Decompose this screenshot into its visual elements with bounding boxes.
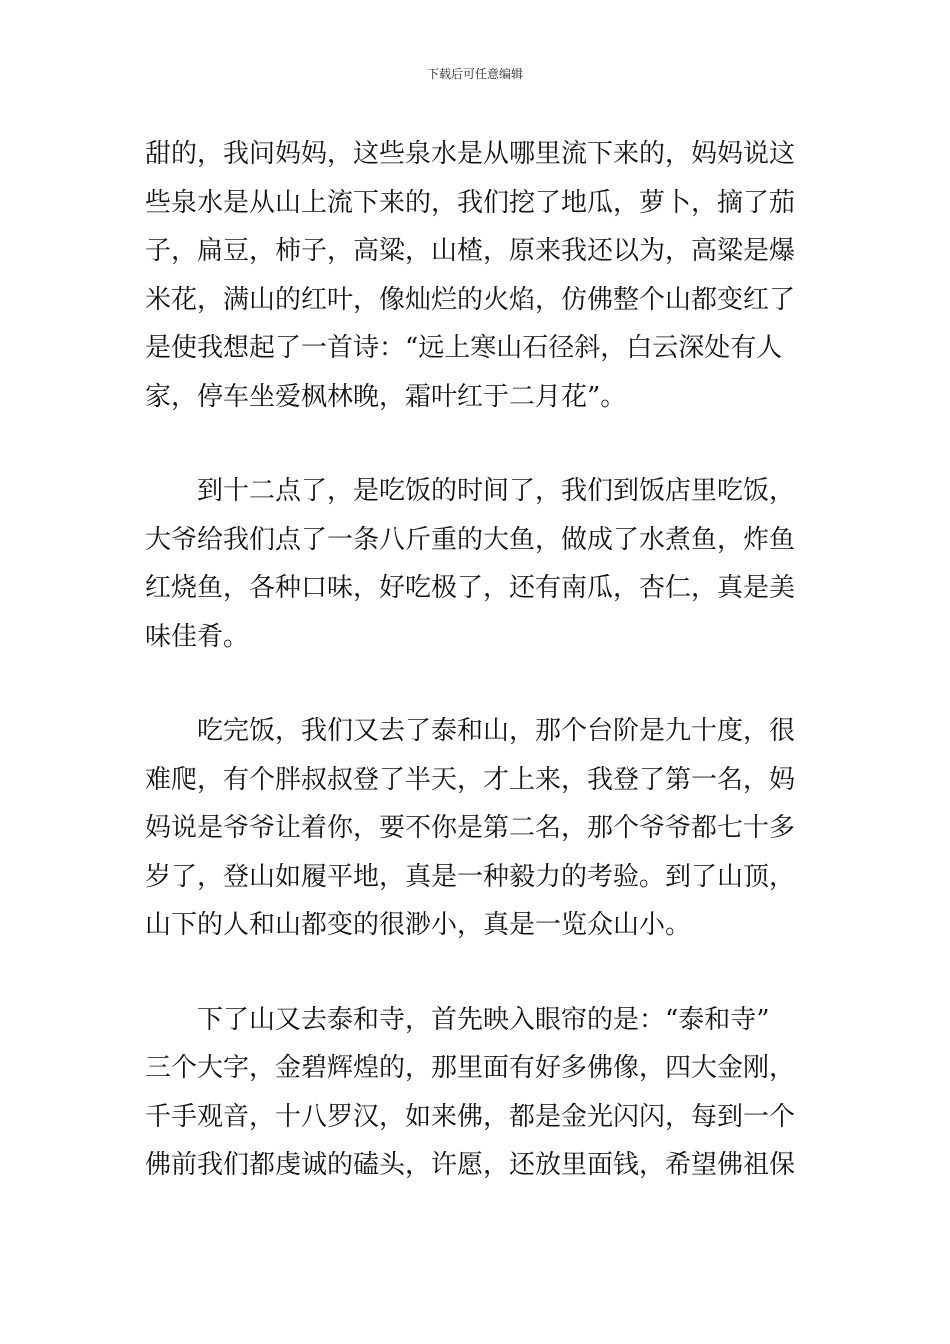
- text-line: 些泉水是从山上流下来的，我们挖了地瓜，萝卜，摘了茄: [145, 187, 796, 218]
- paragraph-4: [145, 996, 815, 1190]
- text-line: 是使我想起了一首诗：“远上寒山石径斜，白云深处有人: [145, 333, 783, 363]
- text-line: 吃完饭，我们又去了泰和山，那个台阶是九十度，很: [145, 716, 796, 746]
- paragraph-gap: [145, 661, 815, 707]
- text-line: 味佳肴。: [145, 621, 250, 652]
- document-body: [145, 130, 815, 1190]
- text-line: 红烧鱼，各种口味，好吃极了，还有南瓜，杏仁，真是美: [145, 573, 796, 603]
- paragraph-gap: [145, 421, 815, 467]
- text-line: 下了山又去泰和寺，首先映入眼帘的是：“泰和寺”: [145, 1004, 770, 1035]
- paragraph-gap: [145, 950, 815, 996]
- text-line: 妈说是爷爷让着你，要不你是第二名，那个爷爷都七十多: [145, 813, 796, 843]
- paragraph-2: [145, 467, 815, 661]
- text-line: 佛前我们都虔诚的磕头，许愿，还放里面钱，希望佛祖保: [145, 1150, 796, 1180]
- text-line: 难爬，有个胖叔叔登了半天，才上来，我登了第一名，妈: [145, 764, 796, 795]
- text-line: 家，停车坐爱枫林晚，霜叶红于二月花”。: [145, 381, 627, 412]
- text-line: 岁了，登山如履平地，真是一种毅力的考验。到了山顶，: [145, 861, 796, 892]
- text-line: 三个大字，金碧辉煌的，那里面有好多佛像，四大金刚，: [145, 1053, 796, 1083]
- text-line: 甜的，我问妈妈，这些泉水是从哪里流下来的，妈妈说这: [145, 139, 796, 169]
- text-line: 子，扁豆，柿子，高粱，山楂，原来我还以为，高粱是爆: [145, 236, 796, 266]
- text-line: 山下的人和山都变的很渺小，真是一览众山小。: [145, 910, 692, 940]
- paragraph-3: [145, 707, 815, 950]
- text-line: 大爷给我们点了一条八斤重的大鱼，做成了水煮鱼，炸鱼: [145, 524, 796, 555]
- page-header: 下载后可任意编辑: [426, 67, 523, 81]
- text-line: 米花，满山的红叶，像灿烂的火焰，仿佛整个山都变红了: [145, 284, 796, 315]
- paragraph-1: [145, 130, 815, 421]
- text-line: 千手观音，十八罗汉，如来佛，都是金光闪闪，每到一个: [145, 1101, 796, 1132]
- text-line: 到十二点了，是吃饭的时间了，我们到饭店里吃饭，: [145, 476, 796, 506]
